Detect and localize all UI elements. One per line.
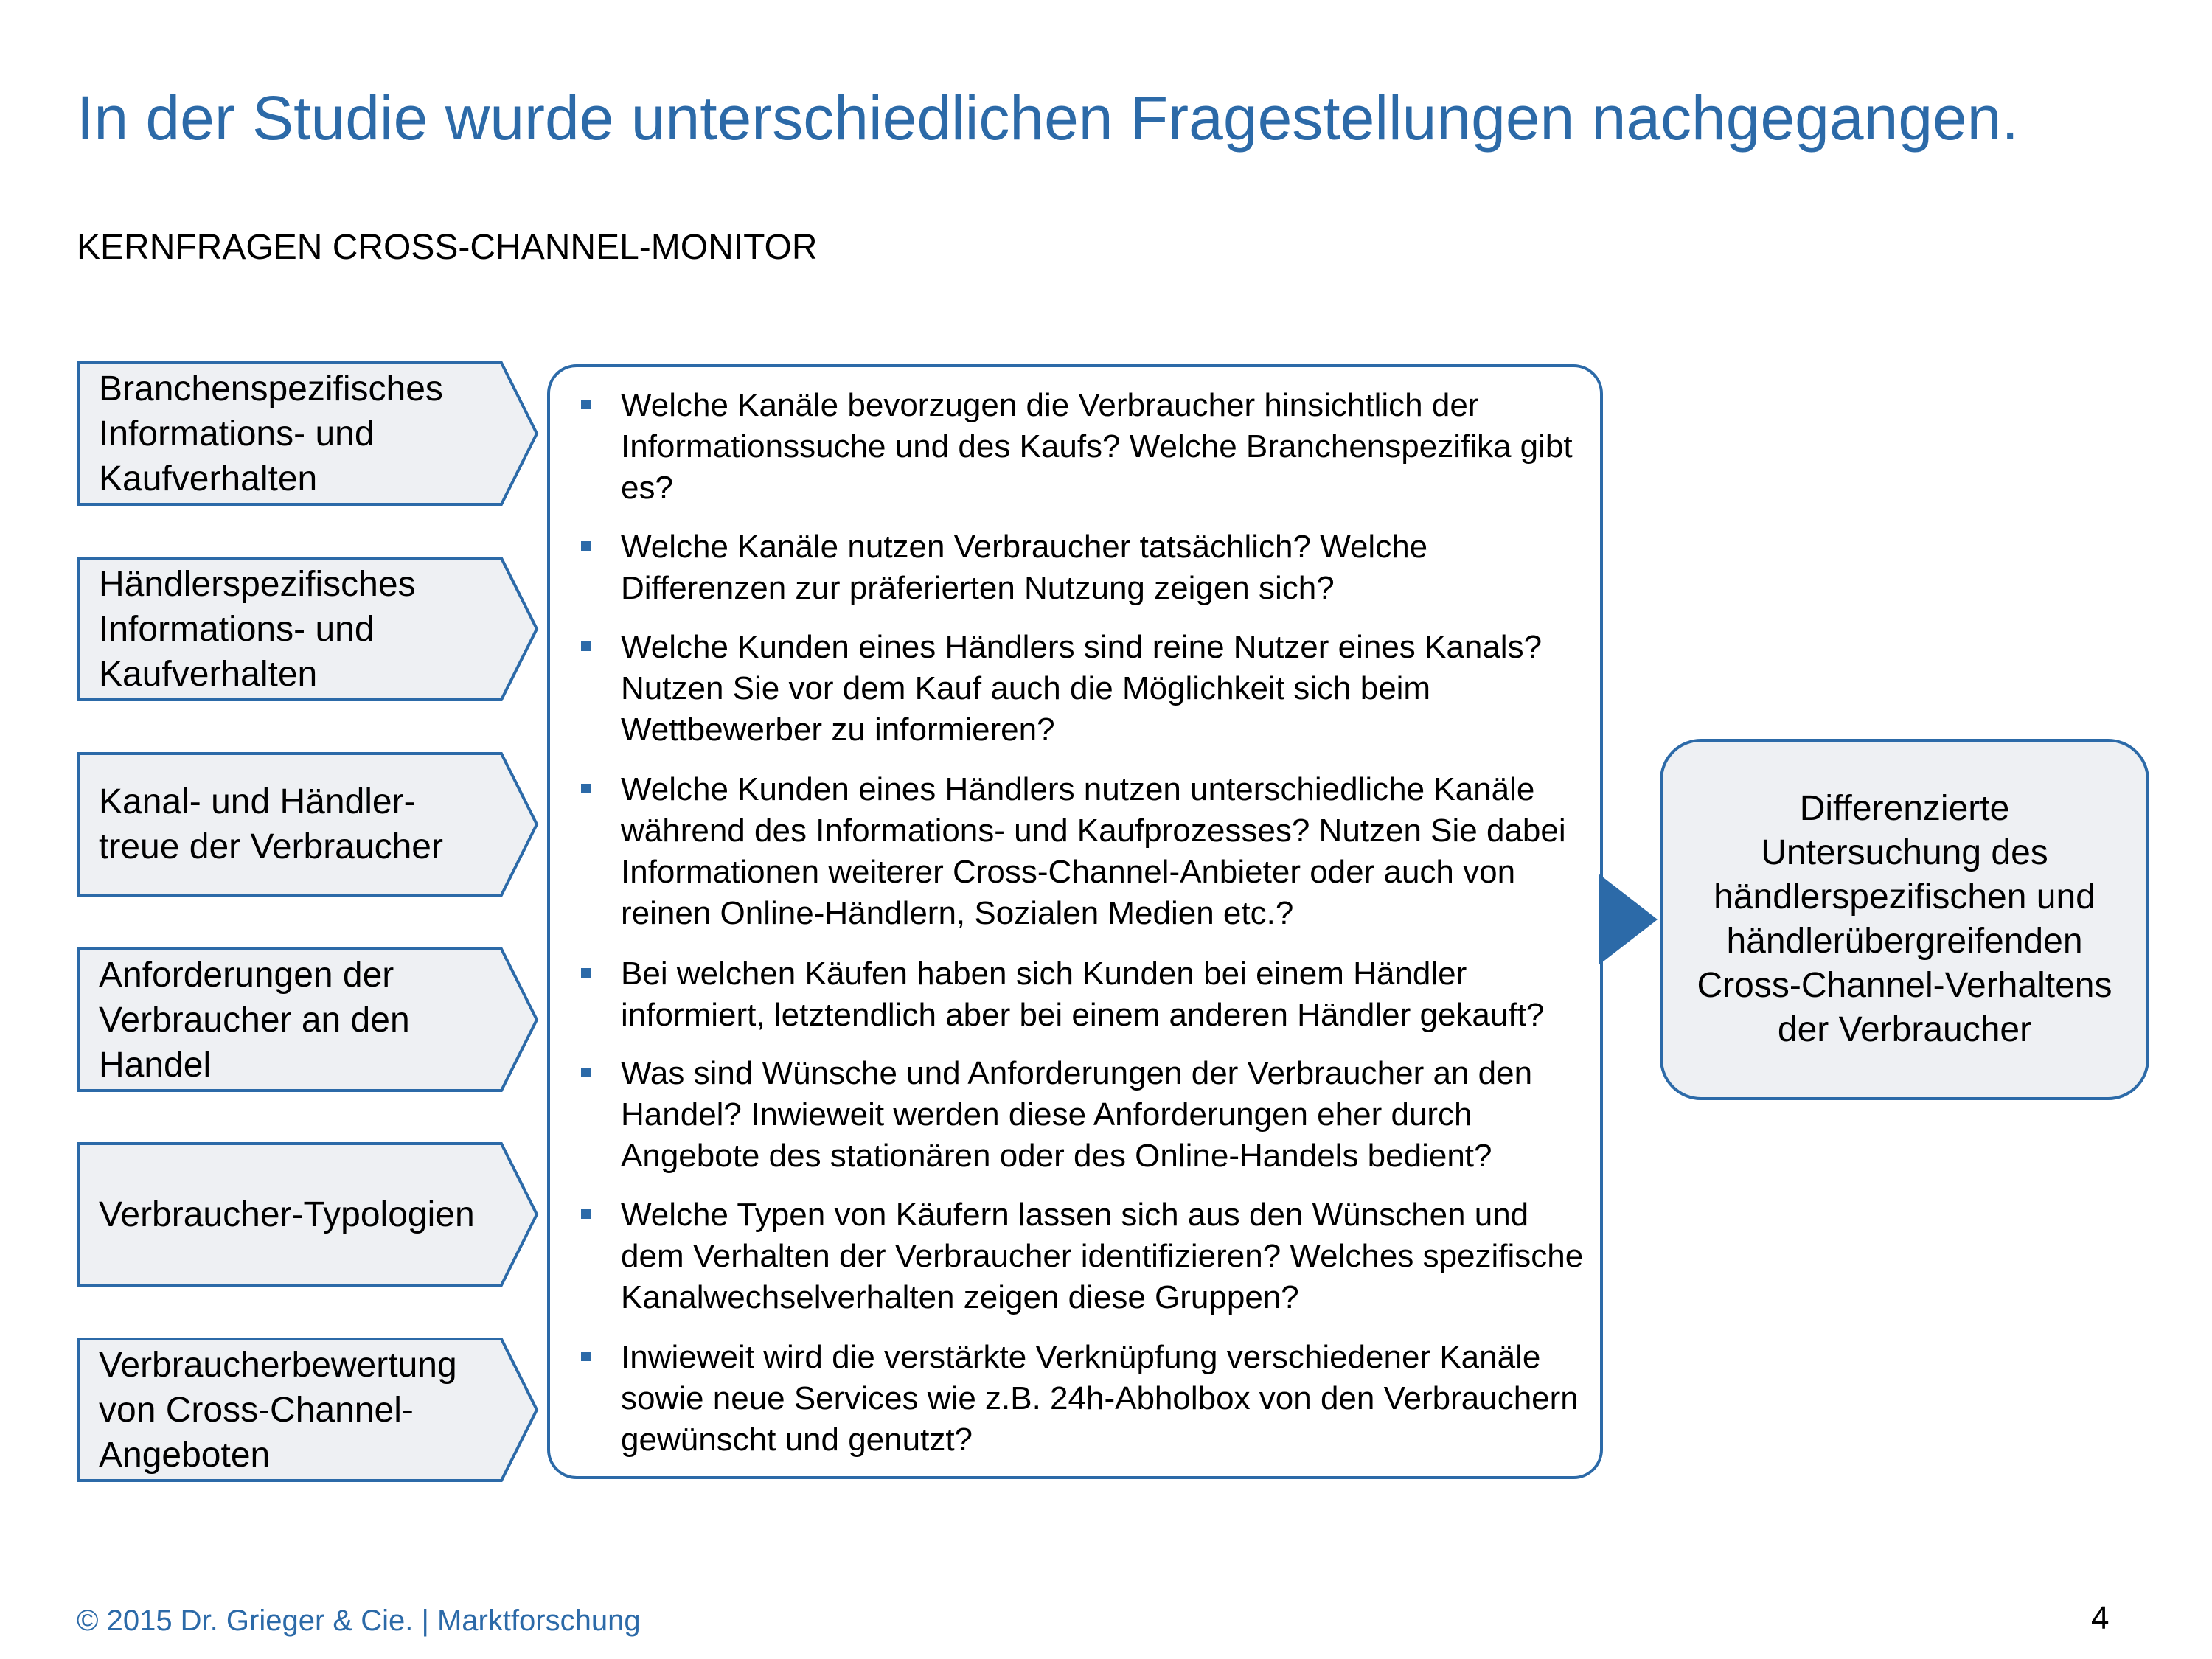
topic-label: Branchenspezifisches Informations- und Kaufverhalten bbox=[99, 369, 443, 498]
question-text: Was sind Wünsche und Anforderungen der Verbraucher an den Handel? Inwieweit werden diese Anforderungen eher durch Angebote des stationären oder des Online-Handels bedient? bbox=[621, 1055, 1533, 1174]
bullet-icon bbox=[581, 968, 591, 978]
question-text: Welche Kunden eines Händlers nutzen unterschiedliche Kanäle während des Informations- und Kaufprozesses? Nutzen Sie dabei Informationen weiterer Cross-Channel-Anbieter oder auch von reinen Online-Händlern, Sozialen Medien etc.? bbox=[621, 771, 1566, 931]
topic-label: Verbraucher-Typologien bbox=[99, 1194, 475, 1234]
topic-chevron bbox=[77, 361, 541, 506]
question-text: Bei welchen Käufen haben sich Kunden bei einem Händler informiert, letztendlich aber bei einem anderen Händler gekauft? bbox=[621, 956, 1545, 1033]
topic-chevron bbox=[77, 1338, 541, 1482]
bullet-icon bbox=[581, 1352, 591, 1361]
arrow-right-icon bbox=[1599, 874, 1658, 965]
topic-label: Händlerspezifisches Informations- und Kaufverhalten bbox=[99, 564, 416, 694]
page-title: In der Studie wurde unterschiedlichen Fragestellungen nachgegangen. bbox=[77, 83, 2019, 153]
bullet-icon bbox=[581, 1209, 591, 1219]
section-subtitle: KERNFRAGEN CROSS-CHANNEL-MONITOR bbox=[77, 228, 818, 267]
topic-list bbox=[0, 0, 560, 1548]
page-number: 4 bbox=[2091, 1600, 2110, 1636]
bullet-icon bbox=[581, 541, 591, 551]
bullet-icon bbox=[581, 1068, 591, 1077]
topic-chevron bbox=[77, 947, 541, 1092]
bullet-icon bbox=[581, 784, 591, 793]
question-text: Welche Kunden eines Händlers sind reine Nutzer eines Kanals? Nutzen Sie vor dem Kauf auch die Möglichkeit sich beim Wettbewerber zu informieren? bbox=[621, 629, 1543, 748]
footer-copyright: © 2015 Dr. Grieger & Cie. | Marktforschung bbox=[77, 1604, 641, 1637]
topic-label: Kanal- und Händler-treue der Verbraucher bbox=[99, 782, 443, 866]
topic-label: Anforderungen der Verbraucher an den Handel bbox=[99, 955, 410, 1085]
question-text: Welche Kanäle nutzen Verbraucher tatsächlich? Welche Differenzen zur präferierten Nutzung zeigen sich? bbox=[621, 529, 1428, 606]
topic-chevron bbox=[77, 1142, 541, 1287]
bullet-icon bbox=[581, 641, 591, 651]
questions-box bbox=[547, 364, 1603, 1479]
result-box bbox=[1660, 739, 2149, 1100]
topic-chevron bbox=[77, 557, 541, 701]
question-text: Welche Kanäle bevorzugen die Verbraucher hinsichtlich der Informationssuche und des Kaufs? Welche Branchenspezifika gibt es? bbox=[621, 387, 1573, 506]
question-text: Inwieweit wird die verstärkte Verknüpfung verschiedener Kanäle sowie neue Services wie z.B. 24h-Abholbox von den Verbrauchern gewünscht und genutzt? bbox=[621, 1339, 1579, 1458]
topic-chevron bbox=[77, 752, 541, 897]
topic-label: Verbraucherbewertung von Cross-Channel-Angeboten bbox=[99, 1345, 457, 1475]
question-text: Welche Typen von Käufern lassen sich aus den Wünschen und dem Verhalten der Verbraucher identifizieren? Welches spezifische Kanalwechselverhalten zeigen diese Gruppen? bbox=[621, 1197, 1584, 1315]
bullet-icon bbox=[581, 400, 591, 409]
result-text: Differenzierte Untersuchung des händlerspezifischen und händlerübergreifenden Cross-Channel-Verhaltens der Verbraucher bbox=[1697, 789, 2112, 1049]
